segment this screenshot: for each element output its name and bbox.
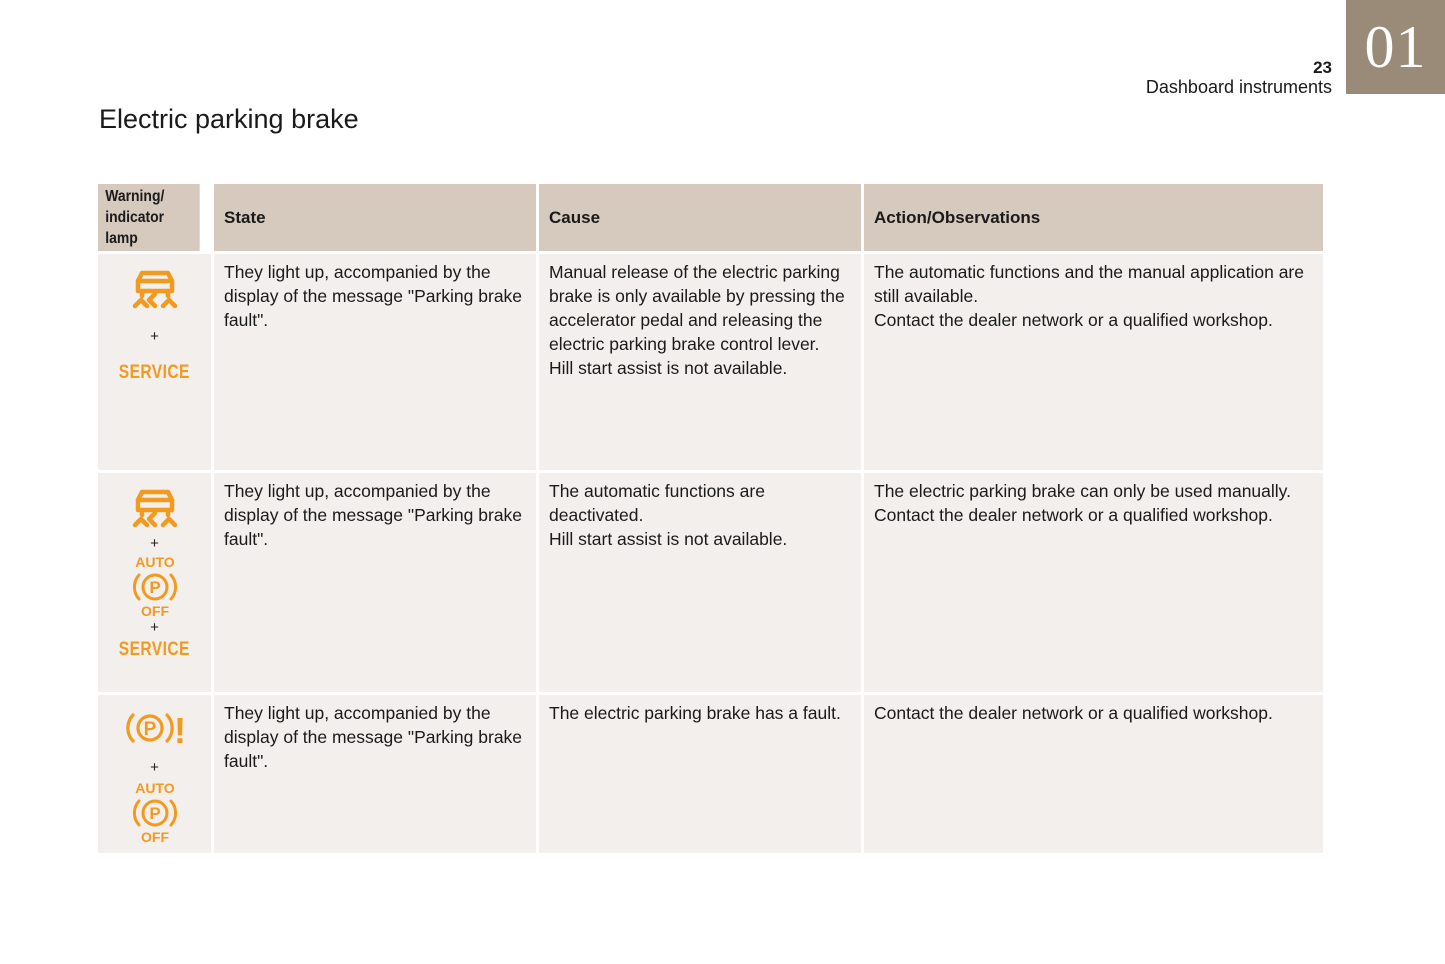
p-label: P — [148, 578, 161, 597]
brake-fault-icon — [129, 262, 181, 314]
table-header-row — [98, 184, 1323, 251]
action-cell — [864, 473, 1323, 692]
cause-line: Manual release of the electric parking brake is only available by pressing the accelerator pedal and releasing the electric parking brake control lever. — [549, 262, 845, 354]
state-cell: They light up, accompanied by the display of the message "Parking brake fault". — [214, 254, 536, 470]
off-label: OFF — [140, 829, 169, 845]
cause-cell — [539, 254, 861, 470]
cause-cell — [539, 695, 861, 853]
lamp-cell — [98, 695, 211, 853]
brake-fault-icon — [129, 481, 181, 533]
table-row — [98, 254, 1323, 470]
plus-sign: + — [150, 328, 159, 345]
state-cell: They light up, accompanied by the display of the message "Parking brake fault". — [214, 695, 536, 853]
table-row — [98, 473, 1323, 692]
action-cell — [864, 254, 1323, 470]
column-header-state: State — [214, 184, 536, 251]
page-number: 23 — [1313, 58, 1332, 77]
exclamation-mark: ! — [173, 710, 186, 751]
cause-cell — [539, 473, 861, 692]
service-lamp: SERVICE — [118, 362, 190, 383]
action-line: Contact the dealer network or a qualified workshop. — [874, 505, 1273, 525]
warning-lamp-table — [95, 181, 1326, 856]
auto-p-off-icon — [125, 553, 185, 619]
lamp-cell — [98, 473, 211, 692]
column-header-action: Action/Observations — [864, 184, 1323, 251]
auto-p-off-icon — [125, 779, 185, 845]
action-line: The automatic functions and the manual application are still available. — [874, 262, 1304, 306]
parking-brake-fault-icon — [120, 705, 190, 751]
column-header-lamp — [98, 184, 200, 251]
cause-line: Hill start assist is not available. — [549, 358, 788, 378]
page-title: Electric parking brake — [99, 104, 359, 134]
cause-line: The automatic functions are deactivated. — [549, 481, 765, 525]
table-row — [98, 695, 1323, 853]
plus-sign: + — [150, 619, 159, 636]
section-name: Dashboard instruments — [1145, 77, 1332, 97]
action-line: Contact the dealer network or a qualified workshop. — [874, 310, 1273, 330]
auto-label: AUTO — [134, 780, 175, 796]
column-header-lamp-label: Warning/ indicator lamp — [105, 188, 165, 247]
cause-line: Hill start assist is not available. — [549, 529, 788, 549]
p-label: P — [148, 804, 161, 823]
cause-line: The electric parking brake has a fault. — [549, 703, 841, 723]
chapter-tab: 01 — [1346, 0, 1445, 94]
action-cell — [864, 695, 1323, 853]
auto-label: AUTO — [134, 554, 175, 570]
service-lamp: SERVICE — [118, 639, 190, 660]
action-line: The electric parking brake can only be used manually. — [874, 481, 1291, 501]
column-header-cause: Cause — [539, 184, 861, 251]
off-label: OFF — [140, 603, 169, 619]
lamp-cell — [98, 254, 211, 470]
plus-sign: + — [150, 759, 159, 776]
plus-sign: + — [150, 535, 159, 552]
p-label: P — [143, 719, 156, 740]
action-line: Contact the dealer network or a qualified workshop. — [874, 703, 1273, 723]
state-cell: They light up, accompanied by the display of the message "Parking brake fault". — [214, 473, 536, 692]
